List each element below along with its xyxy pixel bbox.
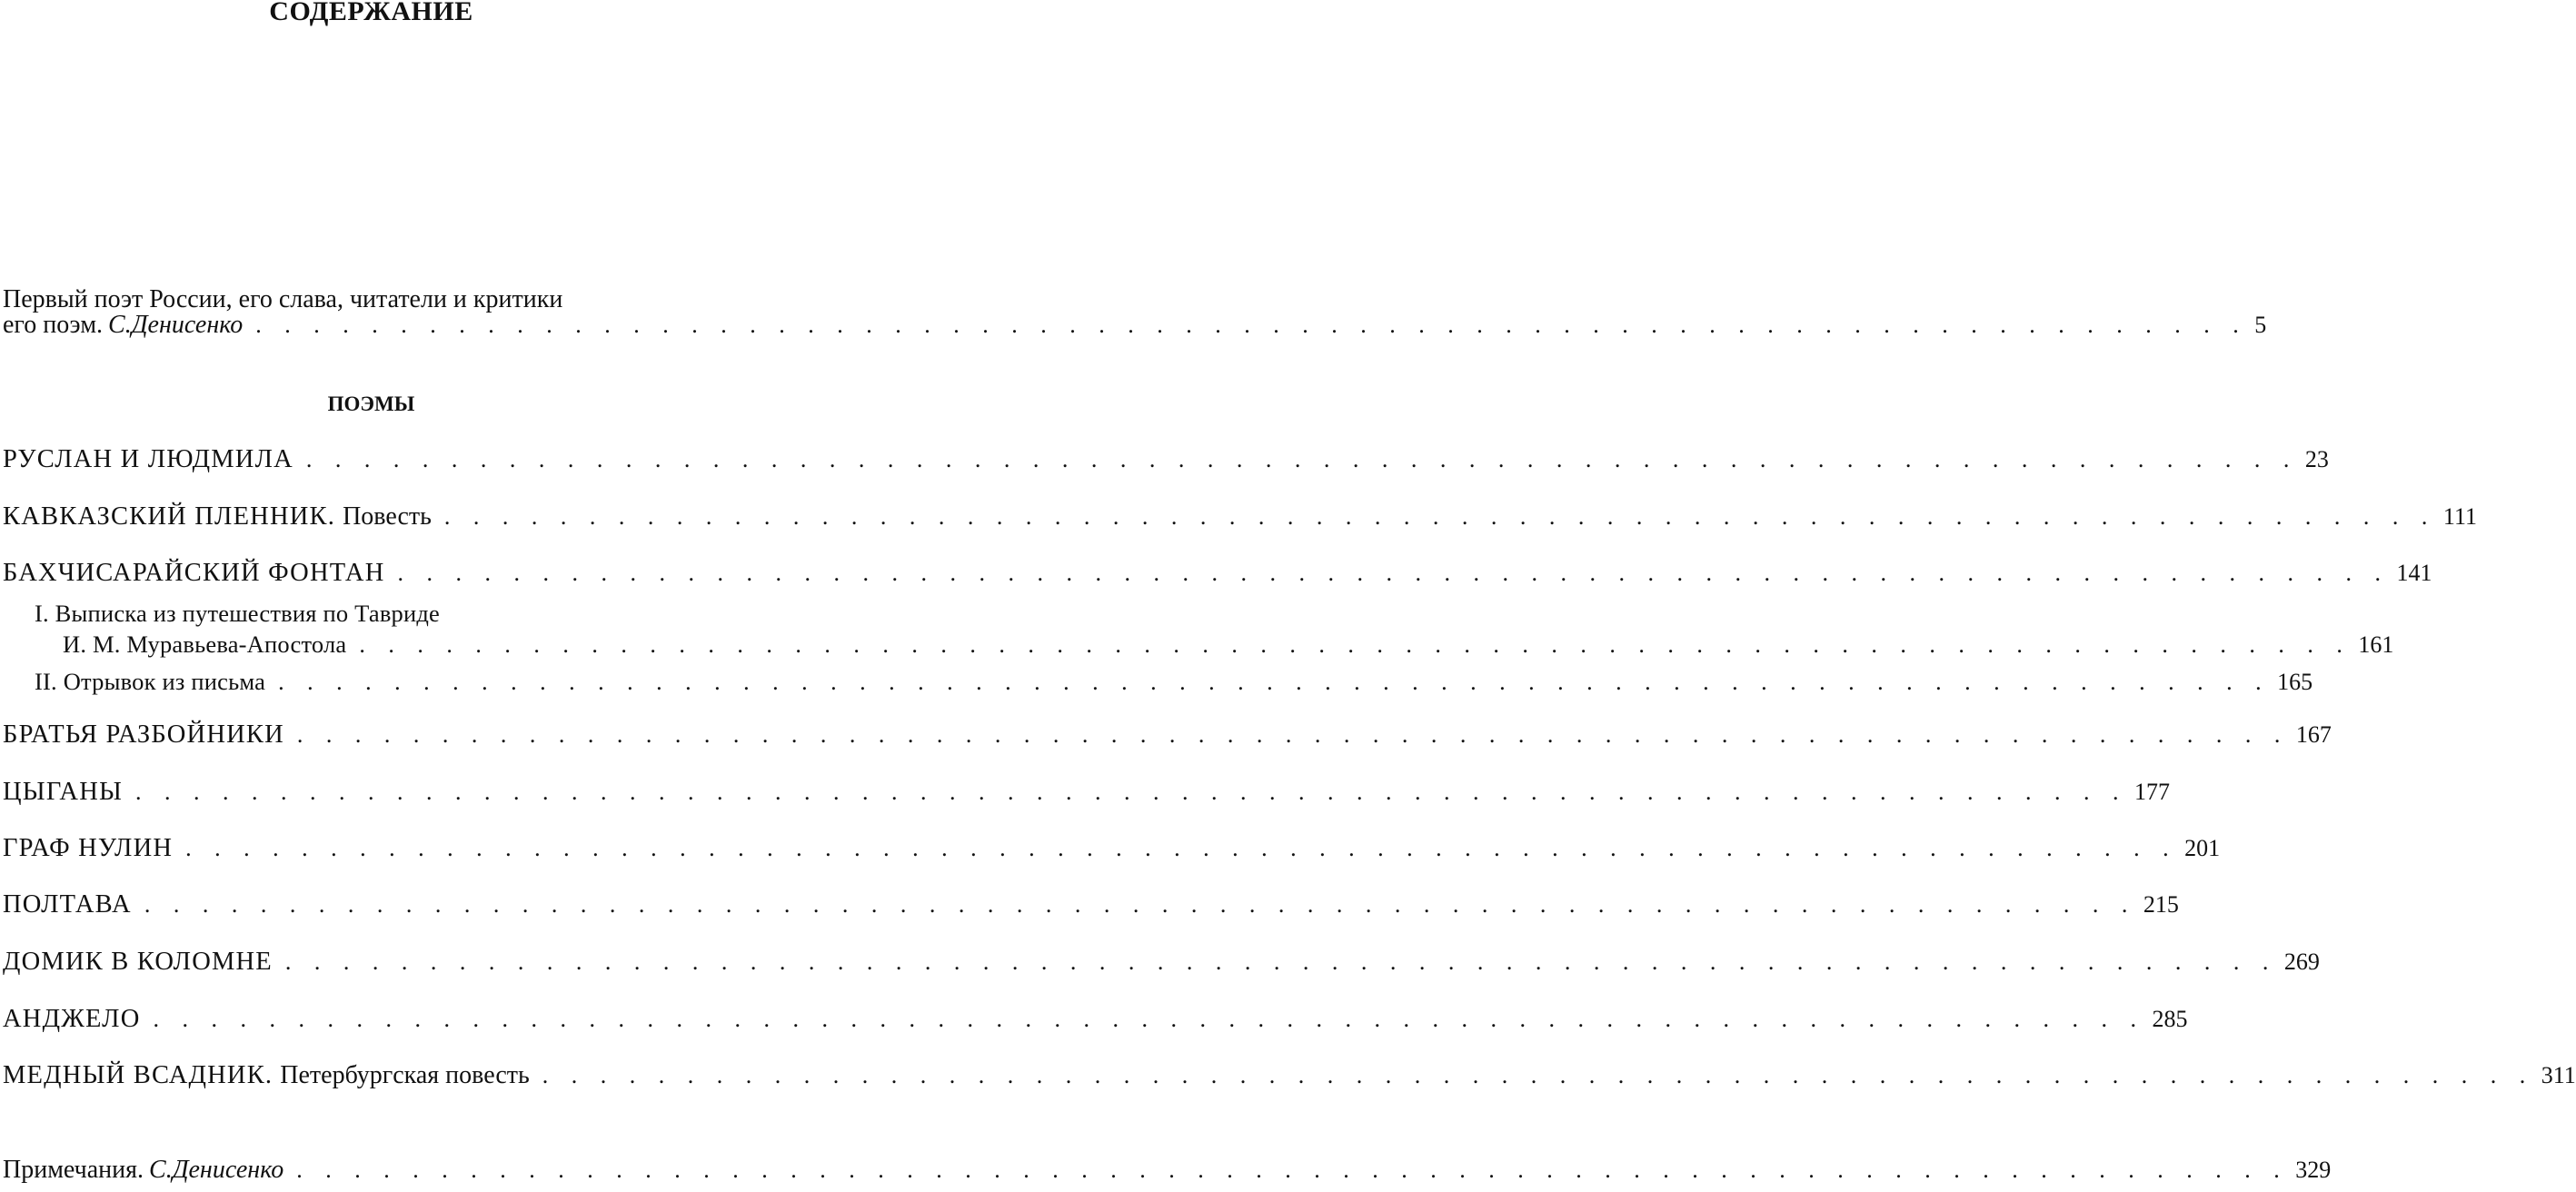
entry-title: ДОМИК В КОЛОМНЕ (3, 948, 273, 976)
toc-entry[interactable] (3, 890, 2179, 919)
intro-title-line-1: Первый поэт России, его слава, читатели и критики (3, 285, 563, 313)
page-number: 141 (2396, 560, 2432, 586)
dot-leader: . . . . . . . . . . . . . . . . . . . . . . . . . . . . . . . . . . . . . . . . . . . . . . . . . . . . . . . . . . . . . . . . . . . . . (296, 721, 2289, 748)
page-number: 23 (2304, 446, 2329, 472)
toc-entry[interactable] (3, 834, 2221, 863)
dot-leader: . . . . . . . . . . . . . . . . . . . . . . . . . . . . . . . . . . . . . . . . . . . . . . . . . . . . . . . . . . . . . . . . . . . . . (278, 669, 2271, 695)
entry-title: БРАТЬЯ РАЗБОЙНИКИ (3, 720, 284, 749)
toc-entry[interactable] (3, 948, 2320, 977)
page-number: 177 (2134, 779, 2171, 805)
entry-subtitle: Повесть (343, 502, 432, 531)
dot-leader: . . . . . . . . . . . . . . . . . . . . . . . . . . . . . . . . . . . . . . . . . . . . . . . . . . . . . . . . . . . . . . . . . . . . . (144, 891, 2136, 918)
page-number: 311 (2541, 1062, 2576, 1088)
entry-title: ПОЛТАВА (3, 890, 132, 919)
subentry-title: И. М. Муравьева-Апостола (63, 631, 347, 658)
entry-title: ГРАФ НУЛИН (3, 834, 174, 862)
intro-line-2 (3, 311, 2267, 340)
entry-title: БАХЧИСАРАЙСКИЙ ФОНТАН (3, 559, 385, 587)
section-heading: ПОЭМЫ (327, 392, 415, 415)
page-number: 201 (2184, 835, 2221, 861)
dot-leader: . . . . . . . . . . . . . . . . . . . . . . . . . . . . . . . . . . . . . . . . . . . . . . . . . . . . . . . . . . . . . . . . . . . . . (185, 835, 2178, 861)
entry-title: ЦЫГАНЫ (3, 778, 124, 806)
toc-entry-intro[interactable] (3, 285, 2267, 340)
notes-author: С.Денисенко (149, 1156, 284, 1184)
page-number: 111 (2442, 503, 2477, 530)
dot-leader: . . . . . . . . . . . . . . . . . . . . . . . . . . . . . . . . . . . . . . . . . . . . . . . . . . . . . . . . . . . . . . . . . . . . . (397, 560, 2390, 586)
page-number: 215 (2143, 891, 2179, 918)
page-number: 285 (2152, 1006, 2188, 1032)
toc-entry[interactable] (3, 778, 2171, 807)
entry-title: РУСЛАН И ЛЮДМИЛА (3, 445, 293, 473)
dot-leader: . . . . . . . . . . . . . . . . . . . . . . . . . . . . . . . . . . . . . . . . . . . . . . . . . . . . . . . . . . . . . . . . . . . . . (255, 312, 2248, 338)
toc-entry[interactable] (3, 720, 2332, 750)
toc-entry[interactable] (3, 559, 2432, 588)
subentry-title: II. Отрывок из письма (35, 668, 266, 695)
dot-leader: . . . . . . . . . . . . . . . . . . . . . . . . . . . . . . . . . . . . . . . . . . . . . . . . . . . . . . . . . . . . . . . . . . . . . (153, 1006, 2145, 1032)
dot-leader: . . . . . . . . . . . . . . . . . . . . . . . . . . . . . . . . . . . . . . . . . . . . . . . . . . . . . . . . . . . . . . . . . . . . . (305, 446, 2298, 472)
dot-leader: . . . . . . . . . . . . . . . . . . . . . . . . . . . . . . . . . . . . . . . . . . . . . . . . . . . . . . . . . . . . . . . . . . . . . (284, 949, 2277, 975)
toc-subentry[interactable] (35, 600, 740, 628)
toc-entry[interactable] (3, 1005, 2188, 1034)
entry-title: МЕДНЫЙ ВСАДНИК. (3, 1061, 274, 1089)
dot-leader: . . . . . . . . . . . . . . . . . . . . . . . . . . . . . . . . . . . . . . . . . . . . . . . . . . . . . . . . . . . . . . . . . . . . . (359, 631, 2352, 658)
dot-leader: . . . . . . . . . . . . . . . . . . . . . . . . . . . . . . . . . . . . . . . . . . . . . . . . . . . . . . . . . . . . . . . . . . . . . (135, 779, 2128, 805)
page-number: 5 (2254, 312, 2267, 338)
dot-leader: . . . . . . . . . . . . . . . . . . . . . . . . . . . . . . . . . . . . . . . . . . . . . . . . . . . . . . . . . . . . . . . . . . . . . (542, 1062, 2534, 1088)
page-number: 329 (2295, 1157, 2332, 1183)
entry-title: КАВКАЗСКИЙ ПЛЕННИК. (3, 502, 336, 531)
toc-subentry[interactable] (35, 668, 2313, 696)
toc-entry[interactable] (3, 445, 2329, 474)
page-number: 165 (2277, 669, 2313, 695)
subentry-title: I. Выписка из путешествия по Тавриде (35, 600, 441, 627)
page-number: 167 (2295, 721, 2332, 748)
toc-entry[interactable] (3, 502, 2477, 531)
notes-title: Примечания. (3, 1156, 144, 1184)
entry-subtitle: Петербургская повесть (280, 1061, 530, 1089)
toc-subentry-continuation[interactable] (63, 631, 2394, 659)
page-number: 161 (2358, 631, 2394, 658)
intro-author: С.Денисенко (108, 311, 244, 339)
dot-leader: . . . . . . . . . . . . . . . . . . . . . . . . . . . . . . . . . . . . . . . . . . . . . . . . . . . . . . . . . . . . . . . . . . . . . (296, 1157, 2289, 1183)
toc-entry[interactable] (3, 1061, 2576, 1090)
entry-title: АНДЖЕЛО (3, 1005, 141, 1033)
dot-leader: . . . . . . . . . . . . . . . . . . . . . . . . . . . . . . . . . . . . . . . . . . . . . . . . . . . . . . . . . . . . . . . . . . . . . (443, 503, 2436, 530)
page-number: 269 (2283, 949, 2320, 975)
intro-title-line-2: его поэм. (3, 311, 104, 339)
toc-entry-notes[interactable] (3, 1156, 2332, 1185)
page-title: СОДЕРЖАНИЕ (269, 0, 473, 26)
